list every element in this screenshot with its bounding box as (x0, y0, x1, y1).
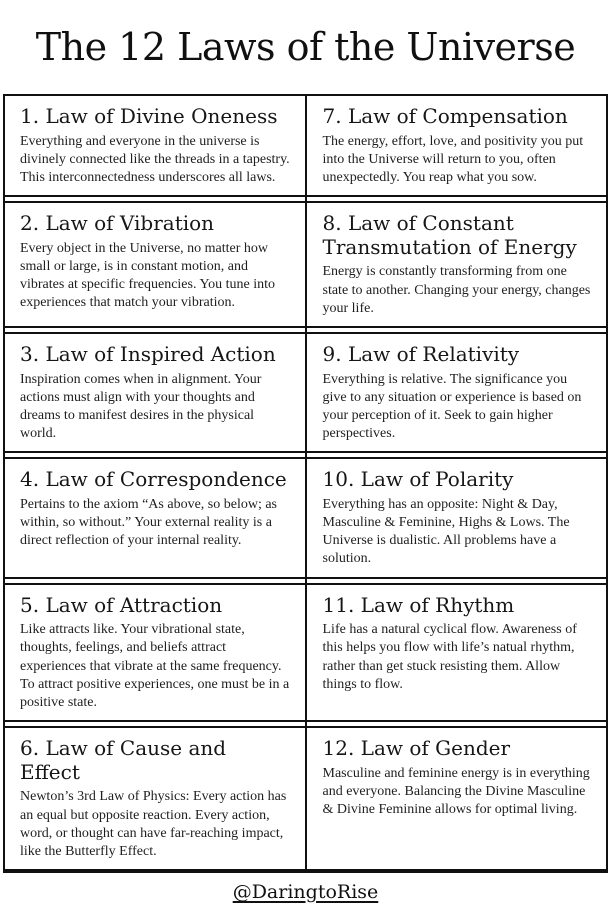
law-card-11 (306, 585, 607, 721)
law-description: Pertains to the axiom “As above, so below; as within, so without.” Your external reality is a direct reflection of your internal reality. (20, 496, 278, 549)
law-description: Energy is constantly transforming from one state to another. Changing your energy, changes your life. (322, 264, 591, 316)
law-card-5 (5, 585, 306, 721)
law-title: 9. Law of Relativity (322, 341, 520, 366)
law-description: Masculine and feminine energy is in everything and everyone. Balancing the Divine Masculine & Divine Feminine allows for optimal living. (322, 765, 590, 818)
law-description: Everything and everyone in the universe is divinely connected like the threads in a tapestry. This interconnectedness underscores all laws. (20, 133, 290, 185)
law-card-8 (306, 203, 607, 326)
poster-footer (3, 873, 608, 911)
law-title: 6. Law of Cause and Effect (20, 736, 227, 784)
law-title: 8. Law of Constant Transmutation of Energy (322, 211, 577, 259)
law-title: 3. Law of Inspired Action (20, 341, 276, 366)
law-title: 10. Law of Polarity (322, 467, 514, 492)
law-card-4 (5, 459, 306, 576)
law-title: 1. Law of Divine Oneness (20, 104, 278, 128)
law-description: The energy, effort, love, and positivity you put into the Universe will return to you, often unexpectedly. You reap what you sow. (322, 133, 584, 185)
law-card-3 (5, 334, 306, 451)
law-description: Everything has an opposite: Night & Day, Masculine & Feminine, Highs & Lows. The Universe is dualistic. All problems have a solution. (322, 496, 570, 567)
law-card-1 (5, 96, 306, 195)
social-handle: @DaringtoRise (232, 881, 379, 904)
poster-header (3, 0, 608, 94)
law-card-6 (5, 728, 306, 869)
law-description: Everything is relative. The significance you give to any situation or experience is based on your perception of it. Seek to gain higher perspectives. (322, 371, 582, 442)
law-card-2 (5, 203, 306, 326)
laws-table (3, 94, 608, 873)
law-title: 11. Law of Rhythm (322, 592, 515, 617)
law-title: 5. Law of Attraction (20, 592, 223, 617)
law-description: Inspiration comes when in alignment. Your actions must align with your thoughts and dreams to manifest desires in the physical world. (20, 371, 262, 442)
law-card-7 (306, 96, 607, 195)
law-description: Like attracts like. Your vibrational state, thoughts, feelings, and beliefs attract experiences that vibrate at the same frequency. To attract positive experiences, one must be in a positive state. (20, 622, 290, 710)
law-title: 12. Law of Gender (322, 736, 511, 761)
law-title: 2. Law of Vibration (20, 211, 215, 236)
law-title: 7. Law of Compensation (322, 104, 568, 128)
law-card-9 (306, 334, 607, 451)
law-description: Newton’s 3rd Law of Physics: Every action has an equal but opposite reaction. Every action, word, or thought can have far-reaching impact, like the Butterfly Effect. (20, 789, 287, 859)
law-title: 4. Law of Correspondence (20, 467, 287, 492)
law-card-12 (306, 728, 607, 869)
poster-title: The 12 Laws of the Universe (35, 25, 576, 69)
law-card-10 (306, 459, 607, 576)
law-description: Life has a natural cyclical flow. Awareness of this helps you flow with life’s natual rhythm, rather than get stuck resisting them. Allow things to flow. (322, 622, 577, 692)
column-divider (305, 96, 307, 871)
law-description: Every object in the Universe, no matter how small or large, is in constant motion, and vibrates at specific frequencies. You tune into experiences that match your vibration. (20, 240, 276, 311)
